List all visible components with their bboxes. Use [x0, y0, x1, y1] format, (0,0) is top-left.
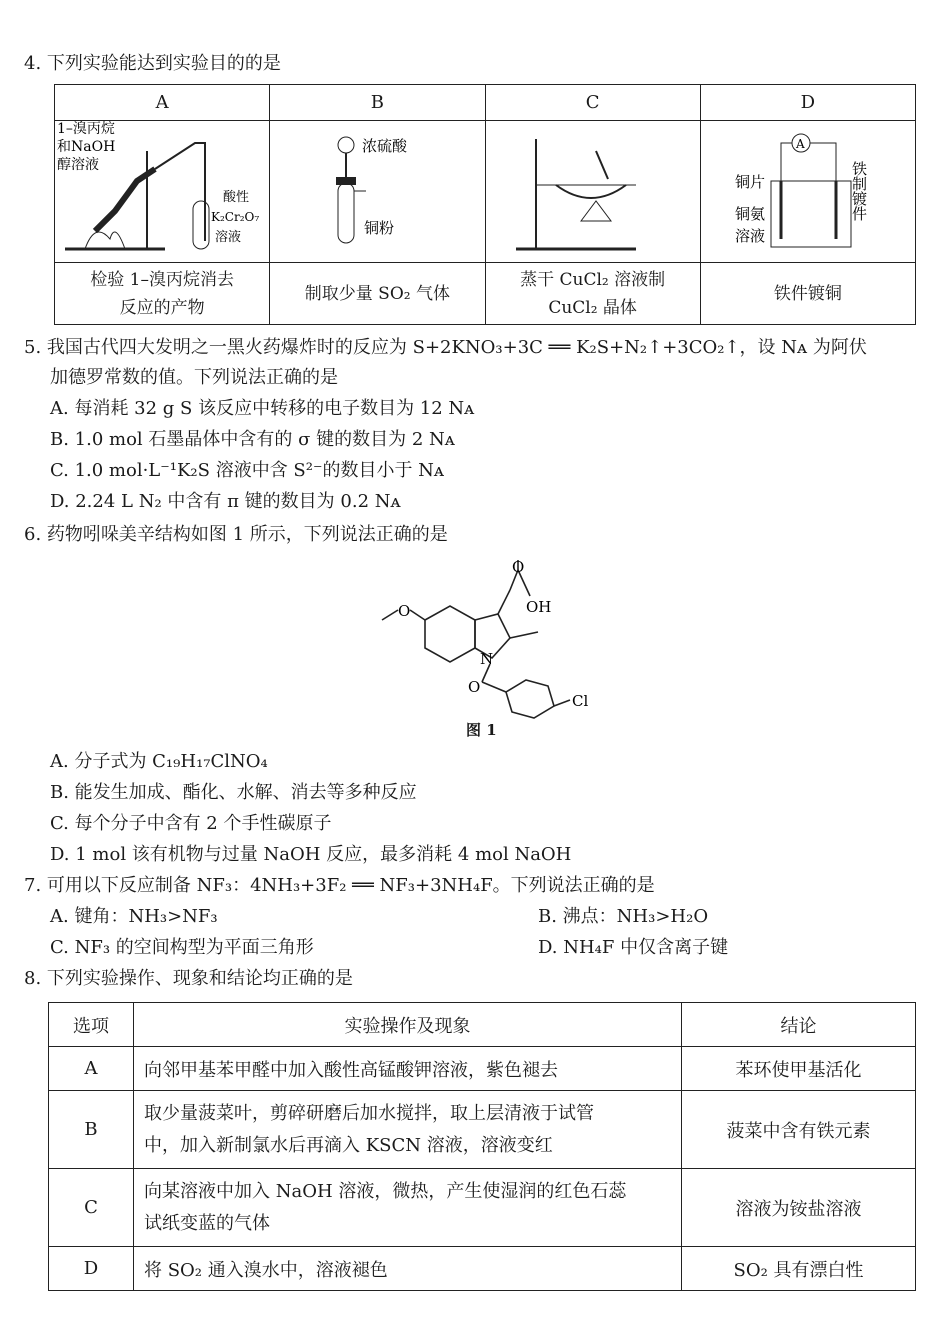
q8-stem: 8. 下列实验操作、现象和结论均正确的是 — [24, 968, 353, 989]
q4-figure-a — [55, 121, 270, 263]
q6-option-b: B. 能发生加成、酯化、水解、消去等多种反应 — [50, 782, 417, 803]
figure-caption: 图 1 — [466, 721, 497, 739]
mol-atom-o-amide: O — [468, 678, 481, 696]
q5-option-c: C. 1.0 mol·L⁻¹K₂S 溶液中含 S²⁻的数目小于 Nᴀ — [50, 460, 445, 481]
mol-atom-o-carbonyl: O — [512, 560, 525, 576]
q7-option-c: C. NF₃ 的空间构型为平面三角形 — [50, 937, 314, 958]
q4-caption-c — [485, 263, 700, 325]
q7-stem: 7. 可用以下反应制备 NF₃：4NH₃+3F₂ ══ NF₃+3NH₄F。下列说法正确的是 — [24, 875, 655, 896]
q8-table — [48, 1002, 916, 1291]
q4-figure-b — [270, 121, 485, 263]
q4-caption-a-line2: 反应的产物 — [119, 297, 205, 318]
q4-header-a: A — [55, 85, 270, 121]
mol-atom-o-methoxy: O — [398, 602, 411, 620]
q4-caption-a-line1: 检验 1–溴丙烷消去 — [90, 269, 234, 290]
mol-atom-oh: OH — [526, 598, 552, 616]
evaporation-dish-illustration — [486, 121, 700, 257]
q8-row-c-option: C — [49, 1169, 134, 1247]
q5-option-b: B. 1.0 mol 石墨晶体中含有的 σ 键的数目为 2 Nᴀ — [50, 429, 455, 450]
q4-caption-c-line1: 蒸干 CuCl₂ 溶液制 — [520, 269, 666, 290]
q4-a-label-1: 1–溴丙烷 — [57, 121, 116, 137]
q5-stem-line2: 加德罗常数的值。下列说法正确的是 — [50, 367, 338, 388]
q8-row-a-operation — [134, 1047, 682, 1091]
q8-row-d-option: D — [49, 1247, 134, 1291]
q4-caption-d: 铁件镀铜 — [700, 263, 915, 325]
q4-a-label-5: K₂Cr₂O₇ — [211, 210, 260, 224]
funnel-tube-illustration — [270, 121, 484, 257]
q4-d-label-sol1: 铜氨 — [734, 205, 765, 223]
q4-d-label-fe: 铁制镀件 — [849, 161, 868, 221]
q4-d-label-cu: 铜片 — [734, 173, 765, 191]
q8-row-b-option: B — [49, 1091, 134, 1169]
q8-header-conclusion: 结论 — [682, 1003, 916, 1047]
q4-header-c: C — [485, 85, 700, 121]
q8-header-operation: 实验操作及现象 — [134, 1003, 682, 1047]
q6-stem: 6. 药物吲哚美辛结构如图 1 所示，下列说法正确的是 — [24, 524, 448, 545]
q4-caption-a — [55, 263, 270, 325]
q8-row-d-op-line1: 将 SO₂ 通入溴水中，溶液褪色 — [144, 1259, 388, 1281]
q8-row-a-conclusion: 苯环使甲基活化 — [682, 1047, 916, 1091]
electroplating-cell-illustration — [701, 121, 915, 257]
q4-stem: 4. 下列实验能达到实验目的的是 — [24, 53, 281, 74]
q8-header-option: 选项 — [49, 1003, 134, 1047]
q4-a-label-3: 醇溶液 — [57, 157, 100, 173]
q8-row-c-op-line2: 试纸变蓝的气体 — [144, 1212, 270, 1234]
q8-row-b-op-line2: 中，加入新制氯水后再滴入 KSCN 溶液，溶液变红 — [144, 1134, 553, 1156]
ammeter-icon: A — [795, 137, 805, 151]
q8-row-b-conclusion: 菠菜中含有铁元素 — [682, 1091, 916, 1169]
q6-option-c: C. 每个分子中含有 2 个手性碳原子 — [50, 813, 332, 834]
q8-row-d-conclusion: SO₂ 具有漂白性 — [682, 1247, 916, 1291]
q4-caption-b: 制取少量 SO₂ 气体 — [270, 263, 485, 325]
q4-b-label-acid: 浓硫酸 — [362, 137, 408, 155]
q4-caption-c-line2: CuCl₂ 晶体 — [548, 297, 637, 318]
q8-row-d-operation — [134, 1247, 682, 1291]
q7-option-a: A. 键角：NH₃>NF₃ — [50, 906, 218, 927]
q4-figure-c — [485, 121, 700, 263]
q5-stem-line1: 5. 我国古代四大发明之一黑火药爆炸时的反应为 S+2KNO₃+3C ══ K₂S+N₂↑+3CO₂↑，设 Nᴀ 为阿伏 — [24, 337, 867, 358]
q7-option-d: D. NH₄F 中仅含离子键 — [538, 937, 729, 958]
mol-atom-cl: Cl — [572, 692, 589, 710]
q8-row-c-op-line1: 向某溶液中加入 NaOH 溶液，微热，产生使湿润的红色石蕊 — [144, 1180, 627, 1202]
q4-b-label-cu: 铜粉 — [364, 219, 395, 237]
distillation-apparatus-illustration — [55, 121, 269, 257]
q6-option-d: D. 1 mol 该有机物与过量 NaOH 反应，最多消耗 4 mol NaOH — [50, 844, 572, 865]
q8-row-a-op-line1: 向邻甲基苯甲醛中加入酸性高锰酸钾溶液，紫色褪去 — [144, 1059, 558, 1081]
q4-table — [54, 84, 916, 325]
q6-option-a: A. 分子式为 C₁₉H₁₇ClNO₄ — [50, 751, 268, 772]
q4-header-d: D — [700, 85, 915, 121]
q8-row-c-conclusion: 溶液为铵盐溶液 — [682, 1169, 916, 1247]
q4-figure-d — [700, 121, 915, 263]
mol-atom-n: N — [480, 650, 494, 668]
q5-option-d: D. 2.24 L N₂ 中含有 π 键的数目为 0.2 Nᴀ — [50, 491, 401, 512]
q8-row-b-op-line1: 取少量菠菜叶，剪碎研磨后加水搅拌，取上层清液于试管 — [144, 1102, 594, 1124]
q8-row-a-option: A — [49, 1047, 134, 1091]
indomethacin-structure-diagram — [370, 560, 610, 720]
q4-d-label-sol2: 溶液 — [734, 227, 765, 245]
q5-option-a: A. 每消耗 32 g S 该反应中转移的电子数目为 12 Nᴀ — [50, 398, 475, 419]
q7-option-b: B. 沸点：NH₃>H₂O — [538, 906, 709, 927]
q4-a-label-4: 酸性 — [223, 190, 250, 205]
q8-row-c-operation — [134, 1169, 682, 1247]
q4-header-b: B — [270, 85, 485, 121]
q4-a-label-2: 和NaOH — [57, 139, 116, 155]
q4-a-label-6: 溶液 — [215, 230, 242, 245]
q8-row-b-operation — [134, 1091, 682, 1169]
